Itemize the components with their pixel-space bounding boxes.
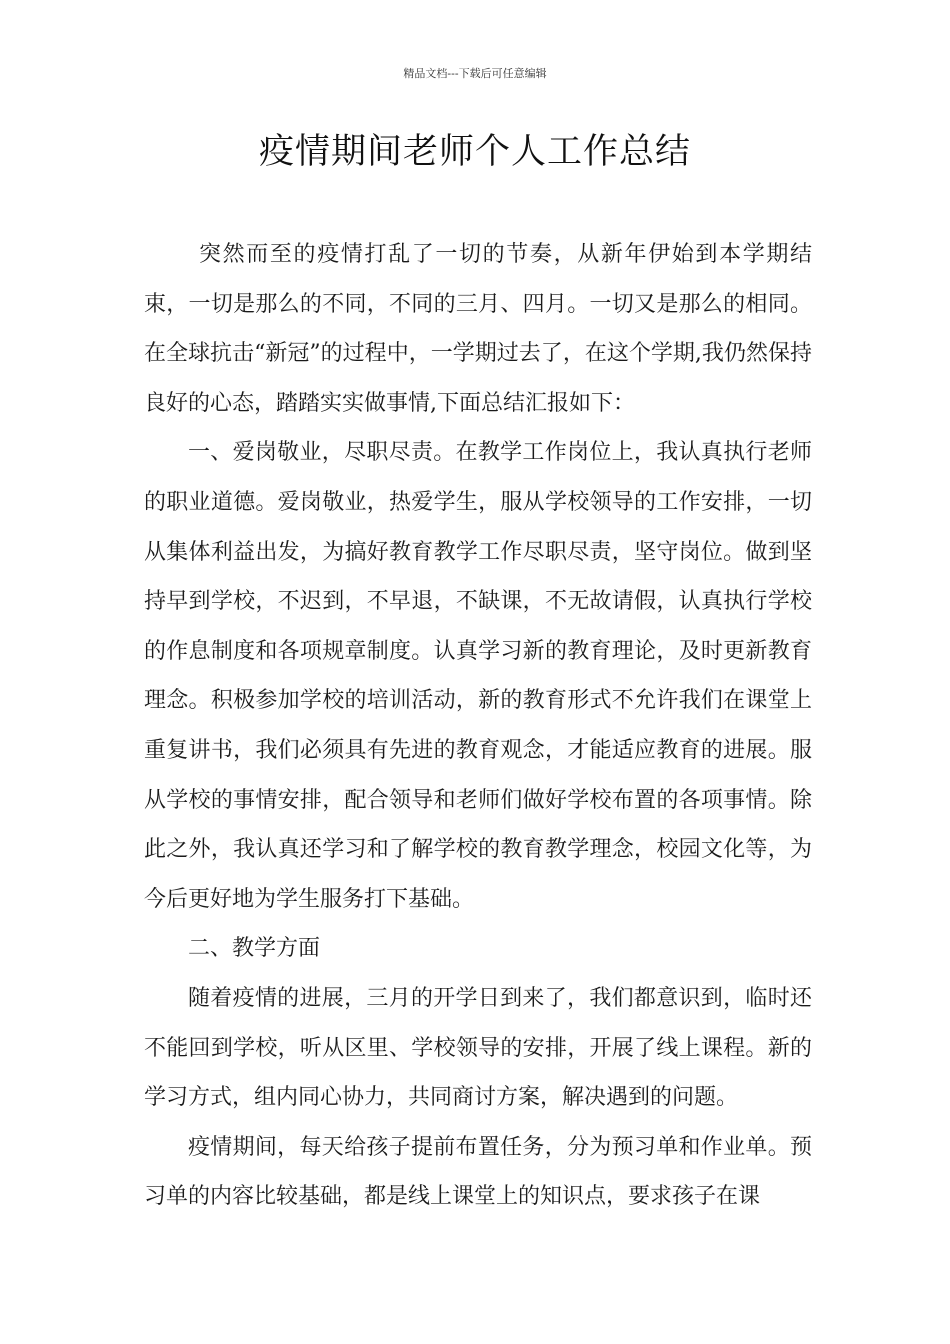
paragraph-intro: 突然而至的疫情打乱了一切的节奏，从新年伊始到本学期结束，一切是那么的不同，不同的三月、四月。一切又是那么的相同。在全球抗击“新冠”的过程中，一学期过去了，在这个学期,我仍然保持良好的心态，踏踏实实做事情,下面总结汇报如下：: [144, 242, 812, 416]
paragraph-online-classes: 随着疫情的进展，三月的开学日到来了，我们都意识到，临时还不能回到学校，听从区里、学校领导的安排，开展了线上课程。新的学习方式，组内同心协力，共同商讨方案，解决遇到的问题。: [144, 985, 812, 1111]
paragraph-section-1: 一、爱岗敬业，尽职尽责。在教学工作岗位上，我认真执行老师的职业道德。爱岗敬业，热爱学生，服从学校领导的工作安排，一切从集体利益出发，为搞好教育教学工作尽职尽责，坚守岗位。做到坚持早到学校，不迟到，不早退，不缺课，不无故请假，认真执行学校的作息制度和各项规章制度。认真学习新的教育理论，及时更新教育理念。积极参加学校的培训活动，新的教育形式不允许我们在课堂上重复讲书，我们必须具有先进的教育观念，才能适应教育的进展。服从学校的事情安排，配合领导和老师们做好学校布置的各项事情。除此之外，我认真还学习和了解学校的教育教学理念，校园文化等，为今后更好地为学生服务打下基础。: [144, 440, 812, 912]
section-heading-teaching: 二、教学方面: [188, 936, 321, 962]
paragraph-assignments: 疫情期间，每天给孩子提前布置任务，分为预习单和作业单。预习单的内容比较基础，都是线上课堂上的知识点，要求孩子在课: [144, 1134, 812, 1210]
document-title: 疫情期间老师个人工作总结: [258, 132, 691, 172]
document-body: [144, 230, 812, 1222]
page-header: 精品文档---下载后可任意编辑: [403, 67, 547, 80]
